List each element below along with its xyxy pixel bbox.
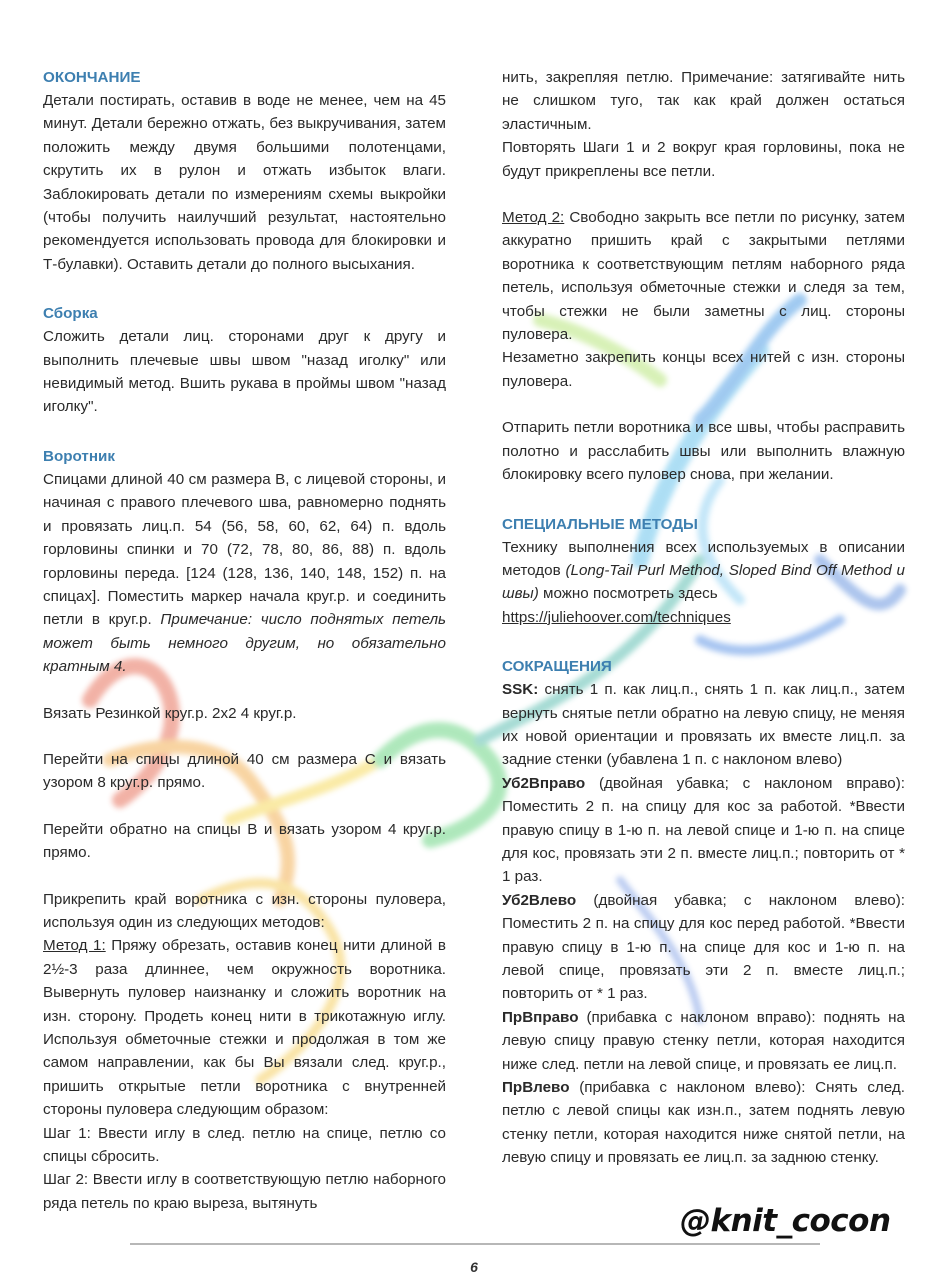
abbrev-term: SSK: [502, 681, 539, 699]
step-1: Шаг 1: Ввести иглу в след. петлю на спице, петлю со спицы сбросить. [43, 1124, 446, 1166]
right-column [502, 66, 905, 1170]
method-1-label: Метод 1: [43, 937, 106, 955]
collar-needles-b: Перейти обратно на спицы В и вязать узором 4 круг.р. прямо. [43, 820, 446, 862]
collar-needles-c: Перейти на спицы длиной 40 см размера С и вязать узором 8 круг.р. прямо. [43, 750, 446, 792]
instagram-handle: @knit_cocon [680, 1203, 891, 1239]
abbreviations-heading: СОКРАЩЕНИЯ [502, 658, 612, 676]
abbrev-item [502, 772, 905, 889]
abbrev-item [502, 1076, 905, 1170]
method-2-label: Метод 2: [502, 209, 565, 227]
special-methods-heading: СПЕЦИАЛЬНЫЕ МЕТОДЫ [502, 515, 698, 533]
repeat-steps: Повторять Шаги 1 и 2 вокруг края горловины, пока не будут прикреплены все петли. [502, 139, 905, 180]
abbrev-term: Уб2Вправо [502, 774, 586, 792]
abbrev-definition: (прибавка с наклоном влево): Снять след. петлю с левой спицы как изн.п., затем поднять левую стенку петли, которая находится ниже снятой петли, на левую спицу и провязать ее лиц.п. за заднюю стенку. [502, 1079, 905, 1167]
abbrev-definition: (прибавка с наклоном вправо): поднять на левую спицу правую стенку петли, которая находится ниже след. петли на левой спице, и провязать ее лиц.п. [502, 1008, 905, 1073]
abbrev-term: ПрВправо [502, 1008, 579, 1026]
abbrev-item [502, 889, 905, 1006]
step-2-continued: нить, закрепляя петлю. Примечание: затягивайте нить не слишком туго, так как край должен остаться эластичным. [502, 69, 905, 133]
finishing-heading: ОКОНЧАНИЕ [43, 69, 141, 86]
abbrev-definition: (двойная убавка; с наклоном влево): Поместить 2 п. на спицу для кос перед работой. *Ввести правую спицу в 1-ю п. на спице для кос и 1-ю п. на левой спице, провязать эти 2 п. вместе лиц.п.; повторить от * 1 раз. [502, 891, 905, 1003]
techniques-link[interactable]: https://juliehoover.com/techniques [502, 608, 731, 626]
abbrev-definition: снять 1 п. как лиц.п., снять 1 п. как лиц.п., затем вернуть снятые петли обратно на левую спицу, не меняя их новой ориентации и провязать их вместе лиц.п. за задние стенки (убавлена 1 п. с наклоном влево) [502, 681, 905, 769]
assembly-text: Сложить детали лиц. сторонами друг к другу и выполнить плечевые швы швом "назад иголку" или невидимый метод. Вшить рукава в проймы швом "назад иголку". [43, 328, 446, 416]
step-2: Шаг 2: Ввести иглу в соответствующую петлю наборного ряда петель по краю выреза, вытянуть [43, 1171, 446, 1212]
abbrev-item [502, 678, 905, 772]
collar-heading: Воротник [43, 447, 115, 465]
abbrev-term: Уб2Влево [502, 891, 577, 909]
method-2 [502, 206, 905, 346]
method-2-text: Свободно закрыть все петли по рисунку, затем аккуратно пришить край с закрытыми петлями воротника к соответствующим петлям наборного ряда петель, используя обметочные стежки и следя за тем, чтобы стежки не были заметны с лиц. стороны пуловера. [502, 209, 905, 344]
special-text-italic: (Long-Tail Purl Method, Sloped Bind Off Method и швы) [502, 561, 905, 603]
special-methods-text [502, 536, 905, 630]
steam-blocking: Отпарить петли воротника и все швы, чтобы расправить полотно и расслабить швы или выполнить влажную блокировку всего пуловер снова, при желании. [502, 419, 905, 484]
collar-text [43, 468, 446, 679]
special-text-before: Технику выполнения всех используемых в описании методов [502, 538, 905, 579]
page-number: 6 [470, 1259, 478, 1275]
collar-main-text: Спицами длиной 40 см размера В, с лицевой стороны, и начиная с правого плечевого шва, равномерно поднять и провязать лиц.п. 54 (56, 58, 60, 62, 64) п. вдоль горловины спинки и 70 (72, 78, 80, 86, 88) п. вдоль горловины переда. [124 (128, 136, 140, 148, 152) п. на спицах]. Поместить маркер начала круг.р. и соединить петли в круг.р. [43, 470, 446, 629]
left-column [43, 66, 446, 1215]
collar-ribbing: Вязать Резинкой круг.р. 2х2 4 круг.р. [43, 704, 297, 722]
assembly-heading: Сборка [43, 305, 98, 323]
weave-ends: Незаметно закрепить концы всех нитей с изн. стороны пуловера. [502, 349, 905, 390]
abbrev-definition: (двойная убавка; с наклоном вправо): Поместить 2 п. на спицу для кос за работой. *Ввести правую спицу в 1-ю п. на левой спице и 1-ю п. на спице для кос, провязать эти 2 п. вместе лиц.п.; повторить от * 1 раз. [502, 774, 905, 886]
special-text-after: можно посмотреть здесь [543, 585, 718, 603]
collar-attach: Прикрепить край воротника с изн. стороны пуловера, используя один из следующих методов: [43, 890, 446, 931]
footer-divider [130, 1243, 820, 1245]
collar-note: Примечание: число поднятых петель может быть немного другим, но обязательно кратным 4. [43, 611, 446, 676]
method-1 [43, 934, 446, 1121]
finishing-text: Детали постирать, оставив в воде не менее, чем на 45 минут. Детали бережно отжать, без выкручивания, затем положить между двумя большими полотенцами, скрутить их в рулон и отжать избыток влаги. Заблокировать детали по измерениям схемы выкройки (чтобы получить наилучший результат, настоятельно рекомендуется использовать провода для блокировки и Т-булавки). Оставить детали до полного высыхания. [43, 92, 446, 273]
method-1-text: Пряжу обрезать, оставив конец нити длиной в 2½-3 раза длиннее, чем окружность воротника. Вывернуть пуловер наизнанку и сложить воротник на изн. сторону. Продеть конец нити в трикотажную иглу. Используя обметочные стежки и продолжая в том же самом направлении, как бы Вы вязали след. круг.р., пришить открытые петли воротника с внутренней стороны пуловера следующим образом: [43, 937, 446, 1119]
abbrev-term: ПрВлево [502, 1079, 570, 1097]
abbrev-item [502, 1006, 905, 1076]
